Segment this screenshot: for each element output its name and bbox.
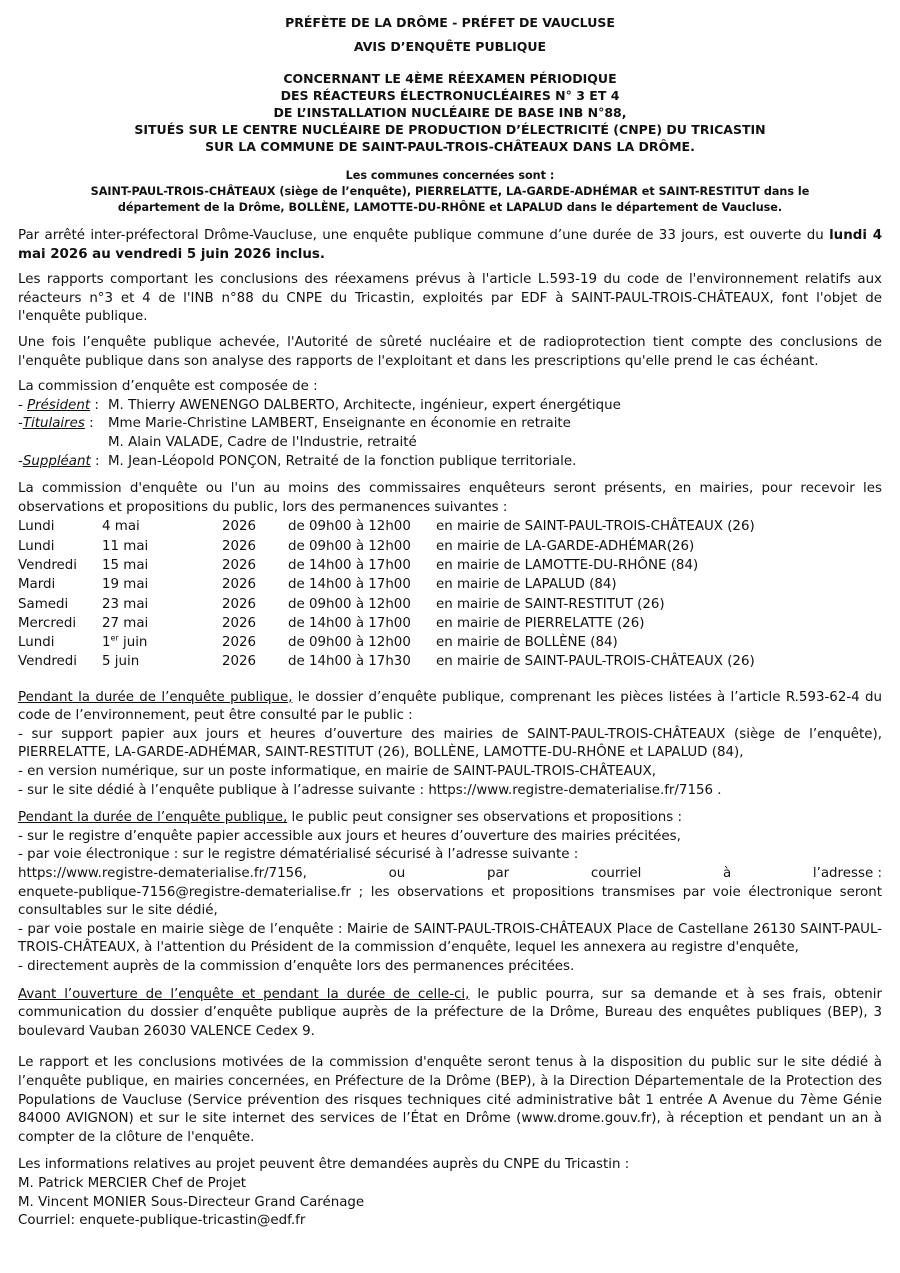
commission-intro: La commission d’enquête est composée de : [18,379,318,395]
schedule-row [18,537,882,556]
schedule-day: Samedi [18,596,69,612]
schedule-day: Vendredi [18,557,78,573]
observation-item-direct: - directement auprès de la commission d’enquête lors des permanences précitées. [18,959,575,974]
schedule-year: 2026 [222,538,257,554]
schedule-hours: de 14h00 à 17h00 [288,615,411,631]
communication-paragraph [18,986,882,1042]
schedule-place: en mairie de BOLLÈNE (84) [436,635,618,651]
schedule-date-value: 5 juin [102,654,140,670]
schedule-date [102,614,222,633]
schedule-day: Vendredi [18,654,78,670]
schedule-row [18,614,882,633]
observations-block [18,809,882,976]
titulaire-row-2 [18,434,882,453]
schedule-date [102,652,222,671]
contact-line: M. Vincent MONIER Sous-Directeur Grand Carénage [18,1194,365,1210]
schedule-hours: de 09h00 à 12h00 [288,596,411,612]
permanences-intro: La commission d'enquête ou l'un au moins des commissaires enquêteurs seront présents, en mairies, pour recevoir les observations et propositions du public, lors des permanences suivantes : [18,481,882,515]
observations-paragraph [18,809,882,828]
schedule-date-value: 4 mai [102,519,140,535]
schedule-hours: de 14h00 à 17h00 [288,557,411,573]
communication-text: le public pourra, sur sa demande et à ses frais, obtenir communication du dossier d’enquête publique auprès de la préfecture de la Drôme, Bureau des enquêtes publiques (BEP), 3 boulevard Vauban 26030 VALENCE Cedex 9. [18,986,882,1039]
intro-dates: lundi 4 mai 2026 au vendredi 5 juin 2026 inclus. [18,228,883,262]
schedule-date-value: 23 mai [102,596,149,612]
schedule-hours: de 14h00 à 17h00 [288,577,411,593]
schedule-hours: de 09h00 à 12h00 [288,538,411,554]
communes-line: département de la Drôme, BOLLÈNE, LAMOTTE-DU-RHÔNE et LAPALUD dans le département de Vaucluse. [117,201,783,214]
schedule-place: en mairie de PIERRELATTE (26) [436,615,645,631]
schedule-date-month: juin [118,635,148,651]
schedule-date [102,633,222,652]
schedule-date-ordinal: er [110,633,119,643]
observation-item-postale: - par voie postale en mairie siège de l’enquête : Mairie de SAINT-PAUL-TROIS-CHÂTEAUX Place de Castellane 26130 SAINT-PAUL-TROIS-CHÂTEAUX, à l'attention du Président de la commission d’enquête, lequel les annexera au registre d'enquête, [18,921,882,956]
consultation-block [18,689,882,801]
registry-url-line: https://www.registre-dematerialise.fr/7156, ou par courriel à l’adresse : [18,865,882,884]
contacts-intro: Les informations relatives au projet peuvent être demandées auprès du CNPE du Tricastin : [18,1157,630,1173]
schedule-date-value: 11 mai [102,538,149,554]
prefect-heading: PRÉFÈTE DE LA DRÔME - PRÉFET DE VAUCLUSE [285,15,615,30]
communes-title: Les communes concernées sont : [345,169,555,182]
contacts-block [18,1156,882,1230]
subject-line: DE L’INSTALLATION NUCLÉAIRE DE BASE INB N°88, [273,105,627,120]
schedule-place: en mairie de LAPALUD (84) [436,577,617,593]
schedule-date [102,595,222,614]
communes-block [18,168,882,216]
rapports-paragraph: Les rapports comportant les conclusions des réexamens prévus à l'article L.593-19 du code de l'environnement relatifs aux réacteurs n°3 et 4 de l'INB n°88 du CNPE du Tricastin, exploités par EDF à SAINT-PAUL-TROIS-CHÂTEAUX, font l'objet de l'enquête publique. [18,272,882,325]
consultation-item: - sur support papier aux jours et heures d’ouverture des mairies de SAINT-PAUL-TROIS-CHÂTEAUX (siège de l’enquête), PIERRELATTE, LA-GARDE-ADHÉMAR, SAINT-RESTITUT (26), BOLLÈNE, LAMOTTE-DU-RHÔNE et LAPALUD (84), [18,726,882,761]
observations-lead: Pendant la durée de l’enquête publique, [18,810,288,826]
schedule-day: Mardi [18,577,56,593]
schedule-date [102,556,222,575]
titulaire-name: M. Alain VALADE, Cadre de l'Industrie, retraité [108,434,417,450]
subject-block [18,70,882,155]
communes-line: SAINT-PAUL-TROIS-CHÂTEAUX (siège de l’enquête), PIERRELATTE, LA-GARDE-ADHÉMAR et SAINT-RESTITUT dans le [90,185,810,198]
schedule-day: Lundi [18,519,55,535]
schedule-row [18,517,882,536]
subject-line: CONCERNANT LE 4ÈME RÉEXAMEN PÉRIODIQUE [283,71,617,86]
schedule-year: 2026 [222,519,257,535]
observations-text: le public peut consigner ses observations et propositions : [287,810,683,826]
schedule-row [18,556,882,575]
schedule-date-value: 19 mai [102,577,149,593]
schedule-place: en mairie de SAINT-RESTITUT (26) [436,596,665,612]
schedule-year: 2026 [222,577,257,593]
schedule-hours: de 14h00 à 17h30 [288,654,411,670]
schedule-row [18,633,882,652]
schedule-day: Lundi [18,538,55,554]
schedule-date-value: 27 mai [102,615,149,631]
schedule-date [102,517,222,536]
consultation-paragraph [18,689,882,726]
subject-line: SUR LA COMMUNE DE SAINT-PAUL-TROIS-CHÂTEAUX DANS LA DRÔME. [205,139,695,154]
communication-lead: Avant l’ouverture de l’enquête et pendant la durée de celle-ci, [18,986,470,1002]
schedule-day: Lundi [18,635,55,651]
commission-block [18,378,882,471]
consultation-lead: Pendant la durée de l’enquête publique, [18,689,293,705]
intro-paragraph [18,227,882,264]
suppleant-row [18,453,882,472]
schedule-row [18,575,882,594]
notice-title: AVIS D’ENQUÊTE PUBLIQUE [353,39,547,54]
schedule-place: en mairie de LA-GARDE-ADHÉMAR(26) [436,538,695,554]
contact-line: M. Patrick MERCIER Chef de Projet [18,1175,247,1191]
titulaires-row [18,415,882,434]
schedule-year: 2026 [222,635,257,651]
contact-email: Courriel: enquete-publique-tricastin@edf.fr [18,1213,306,1229]
schedule-row [18,652,882,671]
schedule-year: 2026 [222,654,257,670]
schedule-year: 2026 [222,557,257,573]
observation-item-electronique: - par voie électronique : sur le registre dématérialisé sécurisé à l’adresse suivante : [18,847,579,863]
subject-line: SITUÉS SUR LE CENTRE NUCLÉAIRE DE PRODUCTION D’ÉLECTRICITÉ (CNPE) DU TRICASTIN [134,122,766,137]
schedule-year: 2026 [222,615,257,631]
schedule-place: en mairie de LAMOTTE-DU-RHÔNE (84) [436,557,699,573]
consultation-text: le dossier d’enquête publique, comprenant les pièces listées à l’article R.593-62-4 du code de l’environnement, peut être consulté par le public : [18,689,882,724]
schedule-date-value: 1 [102,635,111,651]
titulaire-name: Mme Marie-Christine LAMBERT, Enseignante en économie en retraite [108,416,571,432]
schedule-hours: de 09h00 à 12h00 [288,519,411,535]
schedule-place: en mairie de SAINT-PAUL-TROIS-CHÂTEAUX (26) [436,654,755,670]
schedule-year: 2026 [222,596,257,612]
schedule-row [18,595,882,614]
schedule-date [102,575,222,594]
president-role: - Président : [18,397,99,413]
registry-url: https://www.registre-dematerialise.fr/7156, [18,866,307,882]
titulaires-role: -Titulaires : [18,416,94,432]
rapport-final-paragraph: Le rapport et les conclusions motivées de la commission d'enquête seront tenus à la disposition du public sur le site dédié à l’enquête publique, en mairies concernées, en Préfecture de la Drôme (BEP), à la Direction Départementale de la Protection des Populations de Vaucluse (Service prévention des risques techniques cité administrative bât 1 entrée A Avenue du 7ème Génie 84000 AVIGNON) et sur le site internet des services de l’État en Drôme (www.drome.gouv.fr), à réception et pendant un an à compter de la clôture de l'enquête. [18,1055,882,1145]
president-row [18,397,882,416]
consultation-item: - en version numérique, sur un poste informatique, en mairie de SAINT-PAUL-TROIS-CHÂTEAUX, [18,764,657,780]
consultation-item: - sur le site dédié à l’enquête publique à l’adresse suivante : https://www.registre-dematerialise.fr/7156 . [18,782,722,798]
autorite-paragraph: Une fois l’enquête publique achevée, l'Autorité de sûreté nucléaire et de radioprotection tient compte des conclusions de l'enquête publique dans son analyse des rapports de l'exploitant et dans les prescriptions qu'elle prend le cas échéant. [18,334,882,369]
registry-email-text: enquete-publique-7156@registre-dematerialise.fr ; les observations et propositions transmises par voie électronique seront consultables sur le site dédié, [18,884,882,919]
schedule-day: Mercredi [18,615,77,631]
subject-line: DES RÉACTEURS ÉLECTRONUCLÉAIRES N° 3 ET 4 [280,88,620,103]
schedule-date [102,537,222,556]
permanences-schedule [18,517,882,671]
schedule-place: en mairie de SAINT-PAUL-TROIS-CHÂTEAUX (26) [436,519,755,535]
schedule-hours: de 09h00 à 12h00 [288,635,411,651]
observation-item-papier: - sur le registre d’enquête papier accessible aux jours et heures d’ouverture des mairies précitées, [18,828,681,844]
intro-text: Par arrêté inter-préfectoral Drôme-Vaucluse, une enquête publique commune d’une durée de 33 jours, est ouverte du [18,228,830,243]
schedule-date-value: 15 mai [102,557,149,573]
president-name: M. Thierry AWENENGO DALBERTO, Architecte, ingénieur, expert énergétique [108,397,621,413]
suppleant-name: M. Jean-Léopold PONÇON, Retraité de la fonction publique territoriale. [108,453,577,469]
suppleant-role: -Suppléant : [18,453,100,469]
